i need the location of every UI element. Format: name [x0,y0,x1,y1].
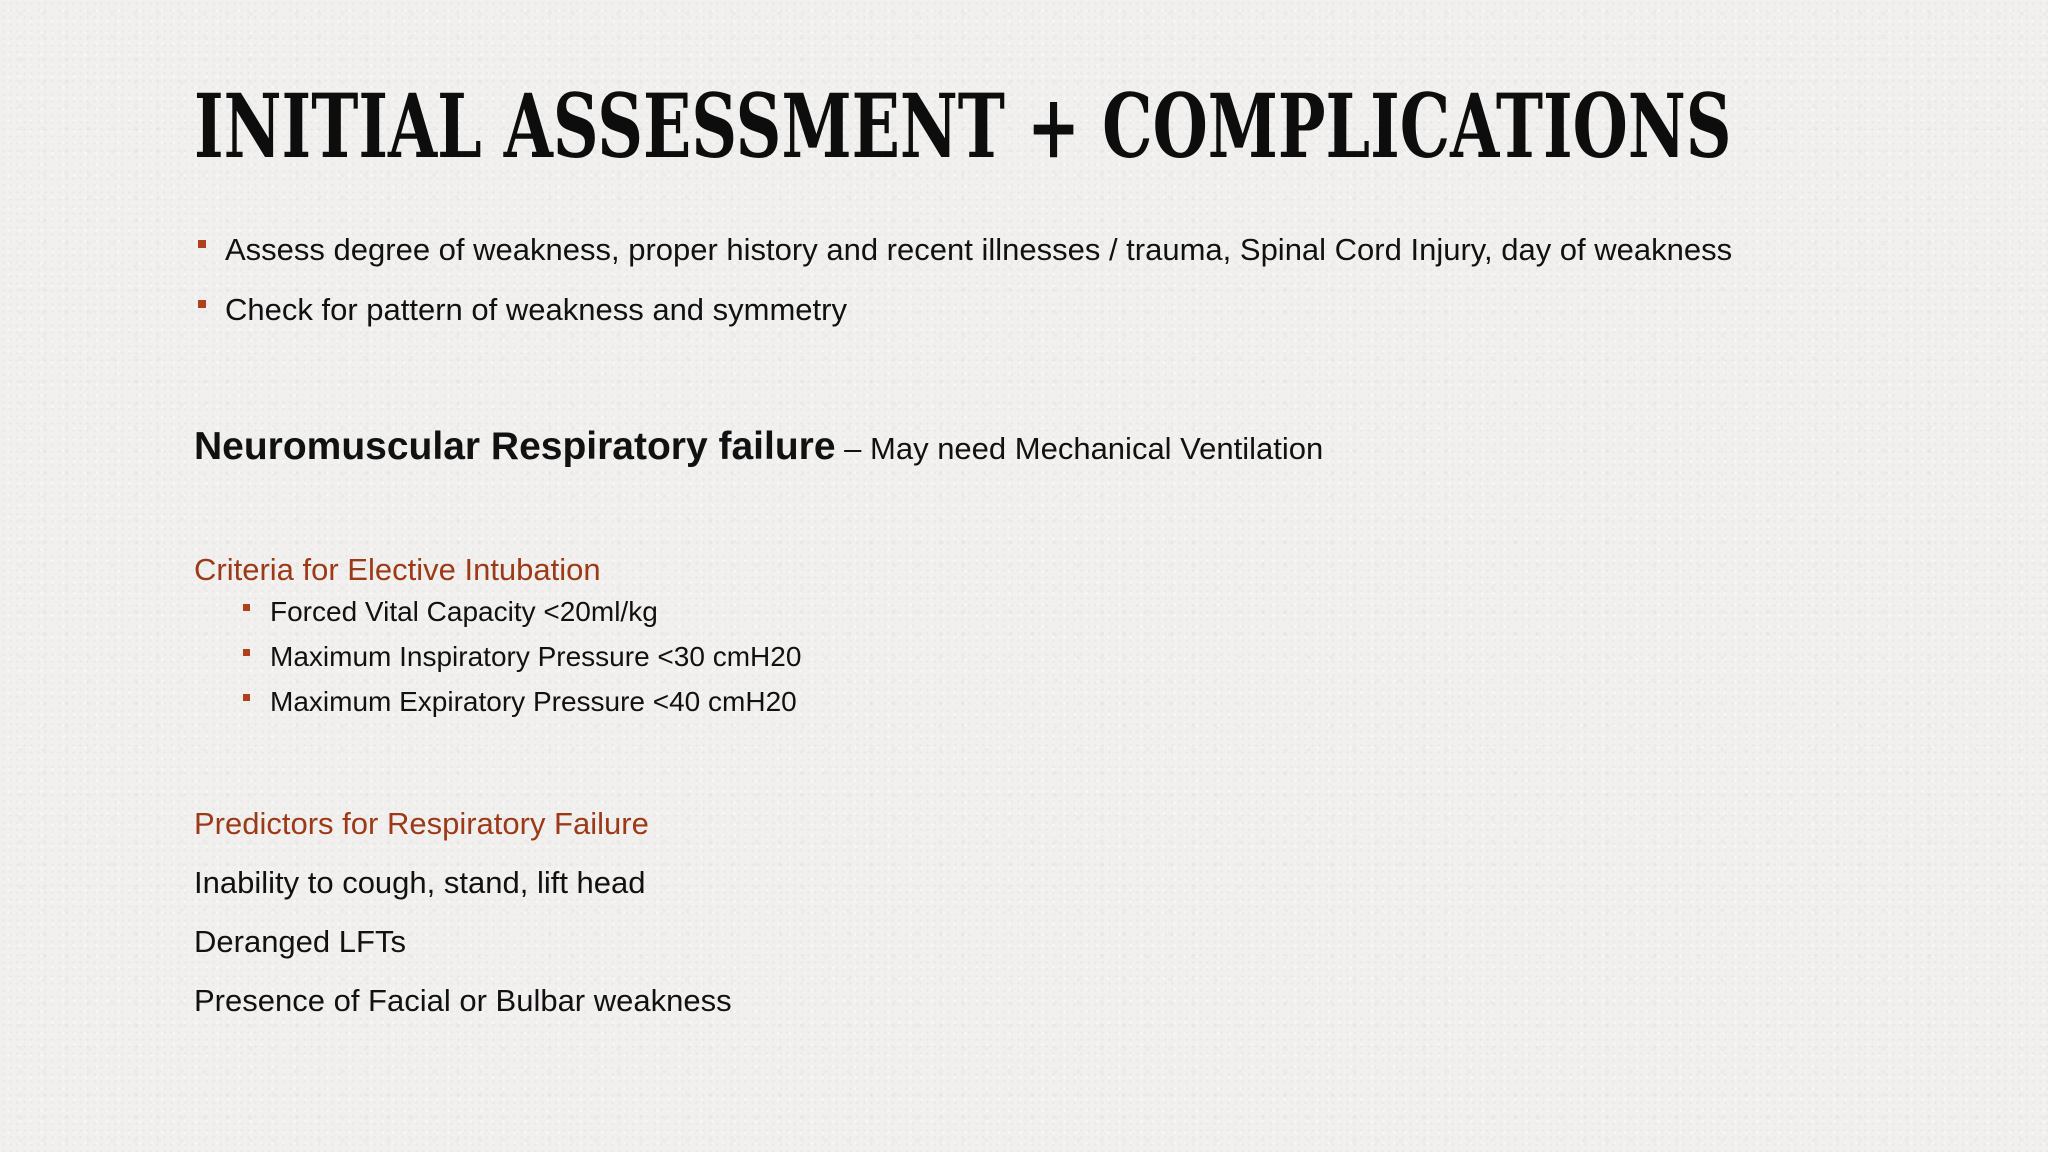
criteria-item [240,639,801,675]
criteria-text: Maximum Expiratory Pressure <40 cmH20 [270,686,797,717]
predictors-list [194,863,732,1040]
criteria-title: Criteria for Elective Intubation [194,552,601,587]
criteria-list [240,594,801,729]
bullet-item [194,230,1732,270]
criteria-item [240,594,801,630]
predictor-item: Inability to cough, stand, lift head [194,865,646,900]
slide-title: INITIAL ASSESSMENT + COMPLICATIONS [194,74,1732,178]
criteria-text: Forced Vital Capacity <20ml/kg [270,596,658,627]
square-bullet-icon [243,604,250,611]
square-bullet-icon [243,649,250,656]
bullet-text: Check for pattern of weakness and symmetry [225,292,847,327]
respiratory-failure-heading [194,422,1323,480]
criteria-text: Maximum Inspiratory Pressure <30 cmH20 [270,641,802,672]
predictor-item: Presence of Facial or Bulbar weakness [194,983,732,1018]
square-bullet-icon [243,694,250,701]
heading-rest-text: – May need Mechanical Ventilation [835,431,1324,466]
square-bullet-icon [198,300,206,308]
predictors-title: Predictors for Respiratory Failure [194,806,649,841]
criteria-item [240,684,801,720]
assessment-bullet-list [194,230,1732,350]
heading-bold-text: Neuromuscular Respiratory failure [194,425,836,468]
bullet-item [194,290,1732,330]
square-bullet-icon [198,240,206,248]
predictor-item: Deranged LFTs [194,924,406,959]
bullet-text: Assess degree of weakness, proper history and recent illnesses / trauma, Spinal Cord Injury, day of weakness [225,232,1733,267]
